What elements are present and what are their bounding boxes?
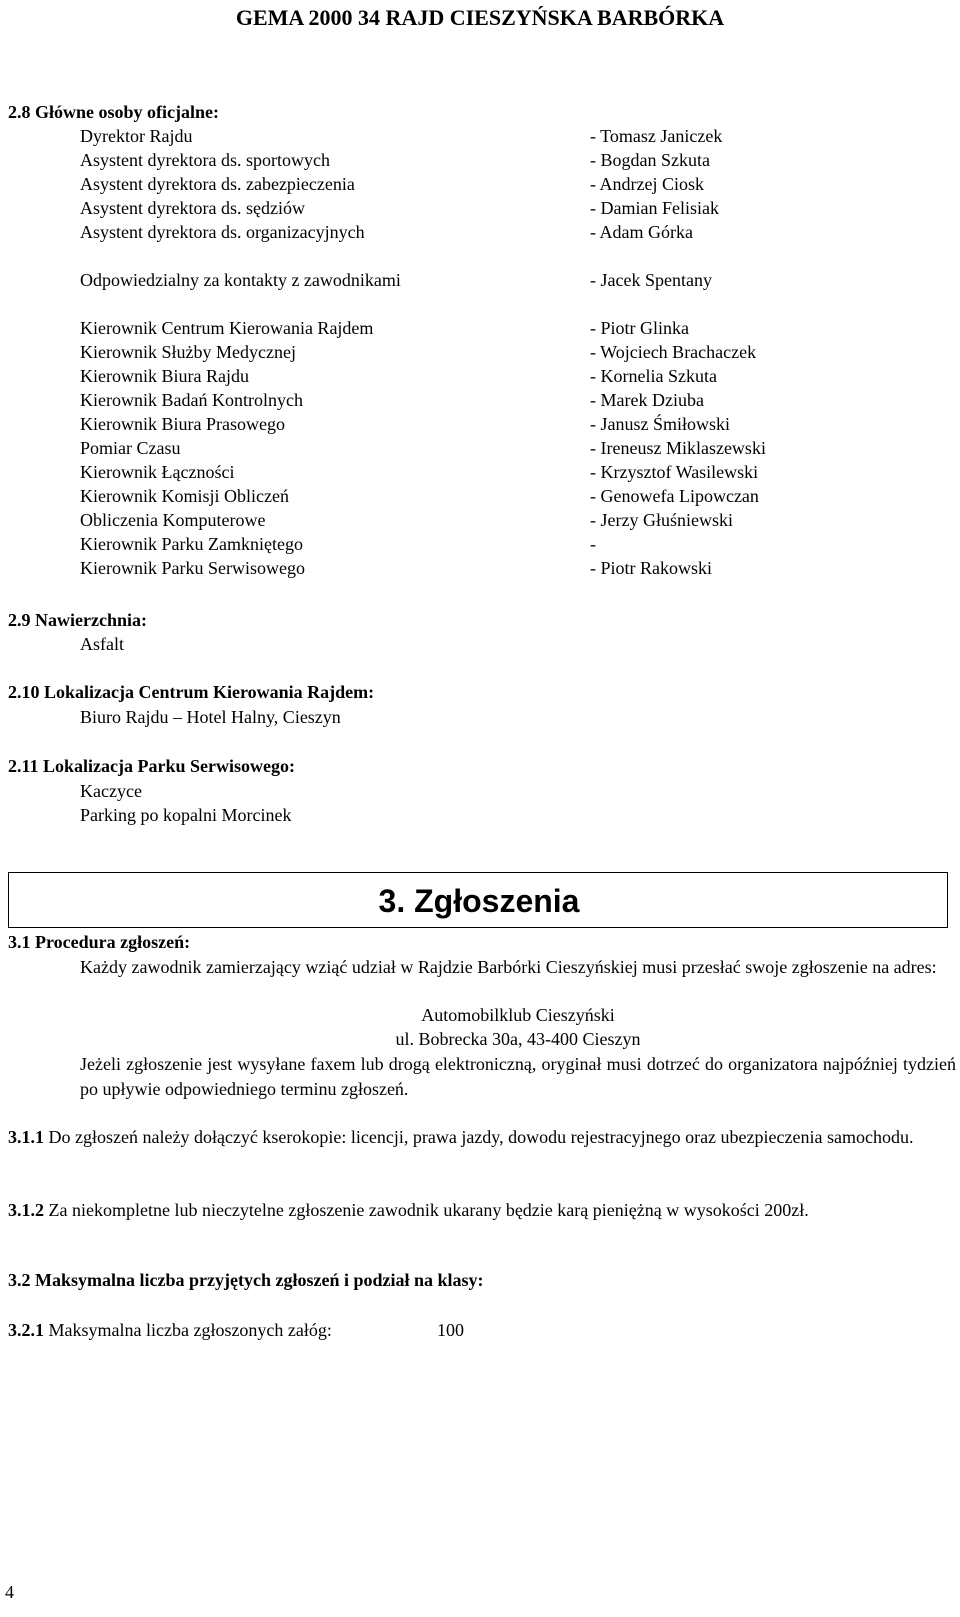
official-role: Kierownik Badań Kontrolnych bbox=[80, 390, 303, 410]
section-3-2-heading: 3.2 Maksymalna liczba przyjętych zgłoszeń i podział na klasy: bbox=[8, 1270, 484, 1290]
official-person: - Damian Felisiak bbox=[590, 198, 719, 218]
service-park-line-2: Parking po kopalni Morcinek bbox=[80, 805, 292, 825]
section-3-1-2-number: 3.1.2 bbox=[8, 1200, 44, 1220]
official-person: - Andrzej Ciosk bbox=[590, 174, 704, 194]
section-2-9-heading: 2.9 Nawierzchnia: bbox=[8, 610, 147, 630]
max-crews-value: 100 bbox=[437, 1320, 464, 1340]
section-3-2-1-label: Maksymalna liczba zgłoszonych załóg: bbox=[44, 1320, 332, 1340]
official-person: - Bogdan Szkuta bbox=[590, 150, 710, 170]
official-role: Pomiar Czasu bbox=[80, 438, 181, 458]
service-park-line-1: Kaczyce bbox=[80, 781, 142, 801]
official-role: Asystent dyrektora ds. sportowych bbox=[80, 150, 330, 170]
section-3-1-1 bbox=[8, 1125, 956, 1150]
official-person: - Piotr Rakowski bbox=[590, 558, 713, 578]
official-person: - Ireneusz Miklaszewski bbox=[590, 438, 766, 458]
section-3-1-1-text: Do zgłoszeń należy dołączyć kserokopie: licencji, prawa jazdy, dowodu rejestracyjnego oraz ubezpieczenia samochodu. bbox=[44, 1127, 914, 1147]
official-person: - bbox=[590, 534, 596, 554]
official-role: Kierownik Łączności bbox=[80, 462, 235, 482]
official-role: Kierownik Parku Serwisowego bbox=[80, 558, 305, 578]
official-person: - Jerzy Głuśniewski bbox=[590, 510, 733, 530]
section-3-1-1-number: 3.1.1 bbox=[8, 1127, 44, 1147]
control-center-location: Biuro Rajdu – Hotel Halny, Cieszyn bbox=[80, 707, 341, 727]
address-line-1: Automobilklub Cieszyński bbox=[421, 1005, 615, 1025]
section-3-1-2-text: Za niekompletne lub nieczytelne zgłoszenie zawodnik ukarany będzie karą pieniężną w wysokości 200zł. bbox=[44, 1200, 809, 1220]
official-role: Dyrektor Rajdu bbox=[80, 126, 193, 146]
section-3-2-1-number: 3.2.1 bbox=[8, 1320, 44, 1340]
procedure-paragraph: Każdy zawodnik zamierzający wziąć udział w Rajdzie Barbórki Cieszyńskiej musi przesłać swoje zgłoszenie na adres: bbox=[80, 957, 937, 977]
official-role: Kierownik Komisji Obliczeń bbox=[80, 486, 289, 506]
official-person: - Piotr Glinka bbox=[590, 318, 689, 338]
section-3-2-1 bbox=[8, 1318, 332, 1342]
surface-value: Asfalt bbox=[80, 634, 124, 654]
official-role: Asystent dyrektora ds. organizacyjnych bbox=[80, 222, 365, 242]
section-3-title: 3. Zgłoszenia bbox=[378, 883, 580, 919]
official-role: Kierownik Służby Medycznej bbox=[80, 342, 296, 362]
section-2-8-heading: 2.8 Główne osoby oficjalne: bbox=[8, 102, 219, 122]
official-role: Asystent dyrektora ds. zabezpieczenia bbox=[80, 174, 355, 194]
page-title: GEMA 2000 34 RAJD CIESZYŃSKA BARBÓRKA bbox=[235, 5, 725, 30]
official-person: - Wojciech Brachaczek bbox=[590, 342, 757, 362]
official-person: - Adam Górka bbox=[590, 222, 693, 242]
official-role: Obliczenia Komputerowe bbox=[80, 510, 266, 530]
section-2-11-heading: 2.11 Lokalizacja Parku Serwisowego: bbox=[8, 756, 295, 776]
official-person: - Kornelia Szkuta bbox=[590, 366, 717, 386]
official-person: - Krzysztof Wasilewski bbox=[590, 462, 759, 482]
section-3-1-2 bbox=[8, 1198, 809, 1222]
section-3-1-heading: 3.1 Procedura zgłoszeń: bbox=[8, 932, 191, 952]
section-3-title-box bbox=[8, 872, 948, 928]
official-role: Asystent dyrektora ds. sędziów bbox=[80, 198, 305, 218]
official-role: Odpowiedzialny za kontakty z zawodnikami bbox=[80, 270, 401, 290]
official-person: - Janusz Śmiłowski bbox=[590, 414, 731, 434]
official-role: Kierownik Centrum Kierowania Rajdem bbox=[80, 318, 374, 338]
section-2-10-heading: 2.10 Lokalizacja Centrum Kierowania Rajdem: bbox=[8, 682, 375, 702]
official-person: - Marek Dziuba bbox=[590, 390, 704, 410]
official-person: - Jacek Spentany bbox=[590, 270, 712, 290]
address-line-2: ul. Bobrecka 30a, 43-400 Cieszyn bbox=[395, 1029, 641, 1049]
official-role: Kierownik Biura Prasowego bbox=[80, 414, 285, 434]
fax-paragraph: Jeżeli zgłoszenie jest wysyłane faxem lub drogą elektroniczną, oryginał musi dotrzeć do organizatora najpóźniej tydzień po upływie odpowiedniego terminu zgłoszeń. bbox=[80, 1054, 956, 1099]
official-person: - Genowefa Lipowczan bbox=[590, 486, 759, 506]
official-role: Kierownik Parku Zamkniętego bbox=[80, 534, 303, 554]
official-person: - Tomasz Janiczek bbox=[590, 126, 723, 146]
page-number: 4 bbox=[5, 1582, 14, 1602]
official-role: Kierownik Biura Rajdu bbox=[80, 366, 249, 386]
